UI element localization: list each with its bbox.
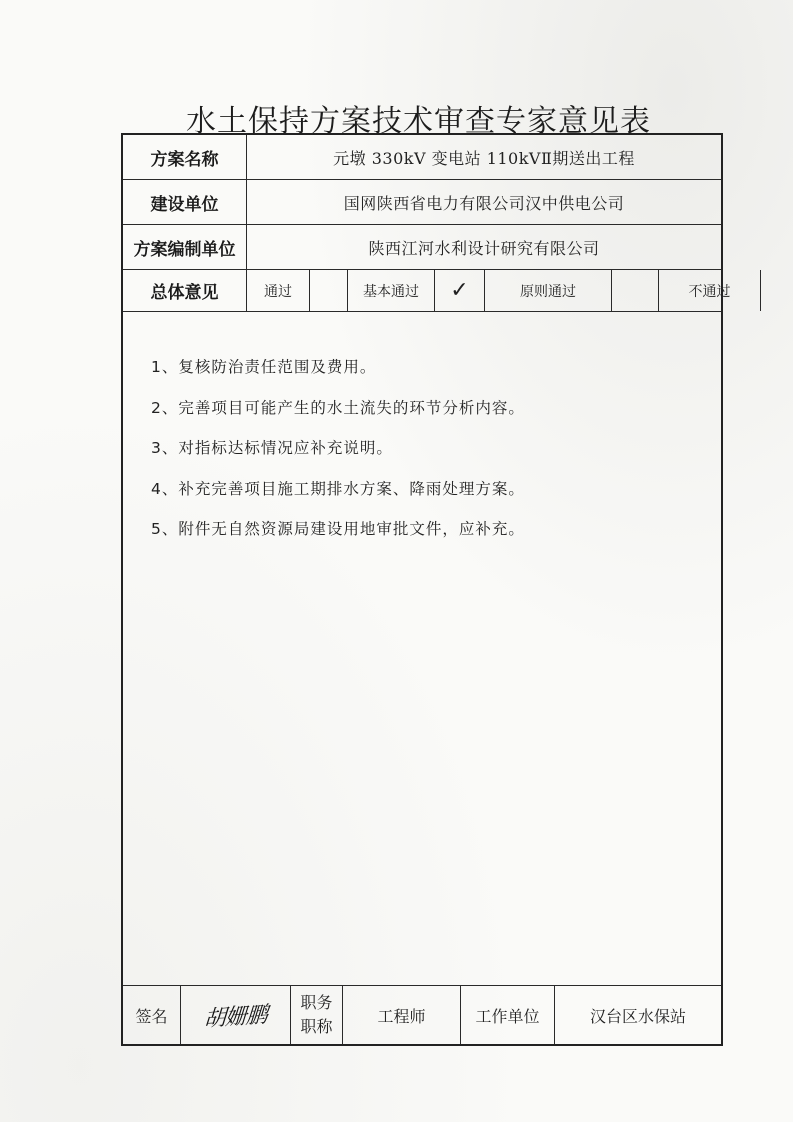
option-fail-box[interactable]: [761, 270, 793, 311]
option-pass-box[interactable]: [310, 270, 348, 311]
signature-field[interactable]: [181, 986, 291, 1044]
position-label: 职务: [300, 993, 333, 1012]
construction-unit-value: 国网陕西省电力有限公司汉中供电公司: [343, 193, 625, 213]
plan-compiler-value: 陕西江河水利设计研究有限公司: [368, 238, 600, 258]
plan-name-value: 元墩 330kV 变电站 110kVⅡ期送出工程: [333, 148, 635, 168]
comment-item-5: 5、附件无自然资源局建设用地审批文件，应补充。: [151, 520, 525, 538]
work-unit-label: 工作单位: [461, 986, 555, 1044]
overall-opinion-options: [247, 270, 731, 311]
comment-item-3: 3、对指标达标情况应补充说明。: [151, 439, 393, 457]
signature-row: [123, 985, 721, 1044]
comment-list: [151, 347, 711, 550]
form-title: 水土保持方案技术审查专家意见表: [186, 104, 651, 139]
work-unit-value: 汉台区水保站: [589, 1006, 686, 1026]
review-form-table: [121, 133, 731, 1046]
sign-label: 签名: [123, 986, 181, 1044]
title-label: 职称: [300, 1017, 333, 1036]
plan-name-label: 方案名称: [123, 135, 247, 179]
position-title-label: [291, 986, 343, 1044]
handwritten-signature: 胡姗鹏: [203, 1002, 268, 1032]
option-basic-pass-label: 基本通过: [348, 270, 435, 311]
option-fail-label: 不通过: [659, 270, 761, 311]
comment-item-4: 4、补充完善项目施工期排水方案、降雨处理方案。: [151, 479, 525, 498]
option-principle-pass-box[interactable]: [612, 270, 659, 311]
option-basic-pass-box[interactable]: [435, 270, 485, 311]
comment-item-1: 1、复核防治责任范围及费用。: [151, 358, 377, 376]
row-overall-opinion: [123, 270, 731, 312]
option-principle-pass-label: 原则通过: [485, 270, 612, 311]
row-construction-unit: [123, 180, 721, 225]
overall-opinion-label: 总体意见: [123, 270, 247, 311]
comments-area: [123, 312, 721, 985]
plan-compiler-label: 方案编制单位: [123, 225, 247, 269]
position-value: 工程师: [343, 986, 461, 1044]
option-basic-pass-check: ✓: [450, 278, 469, 303]
row-plan-compiler: [123, 225, 721, 270]
comment-item-2: 2、完善项目可能产生的水土流失的环节分析内容。: [151, 398, 525, 417]
row-plan-name: [123, 135, 721, 180]
construction-unit-label: 建设单位: [123, 180, 247, 224]
option-pass-label: 通过: [247, 270, 310, 311]
